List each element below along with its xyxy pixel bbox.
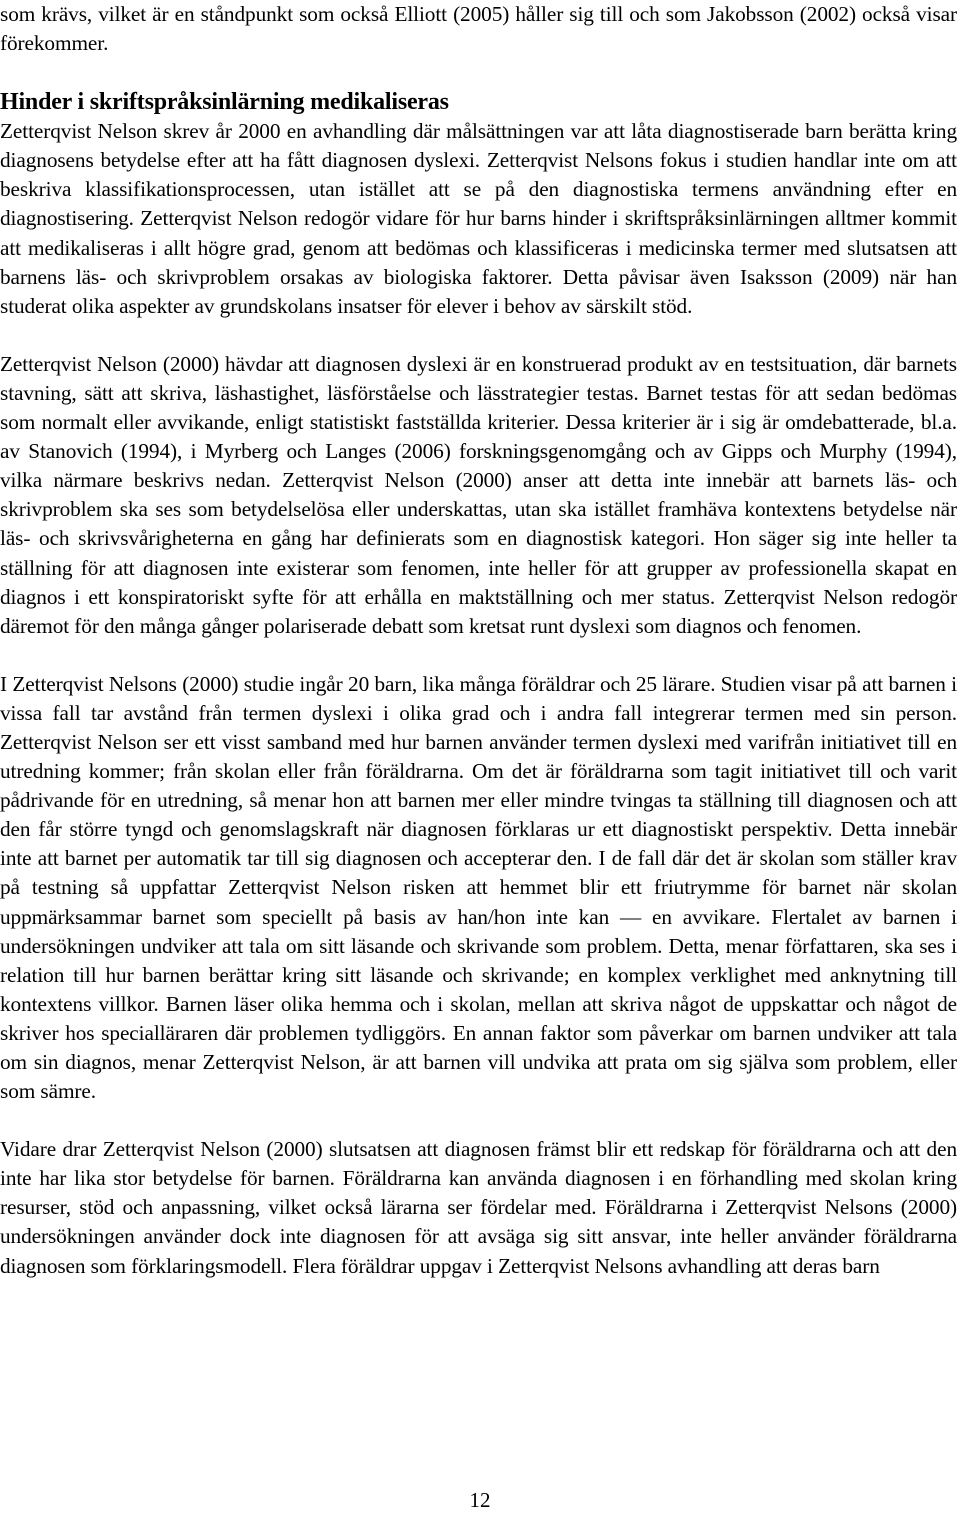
paragraph-3: I Zetterqvist Nelsons (2000) studie ingår 20 barn, lika många föräldrar och 25 lärare. Studien visar på att barnen i vissa fall tar avstånd från termen dyslexi i olika grad och i andra fall integrerar termen med sin person. Zetterqvist Nelson ser ett visst samband med hur barnen använder termen dyslexi med varifrån initiativet till en utredning kommer; från skolan eller från föräldrarna. Om det är föräldrarna som tagit initiativet till och varit pådrivande för en utredning, så menar hon att barnen mer eller mindre tvingas ta ställning till diagnosen och att den får större tyngd och genomslagskraft när diagnosen förklaras ur ett diagnostiskt perspektiv. Detta innebär inte att barnet per automatik tar till sig diagnosen och accepterar den. I de fall där det är skolan som ställer krav på testning så uppfattar Zetterqvist Nelson risken att hemmet blir ett friutrymme för barnet när skolan uppmärksammar barnet som speciellt på basis av han/hon inte kan — en avvikare. Flertalet av barnen i undersökningen undviker att tala om sitt läsande och skrivande som problem. Detta, menar författaren, ska ses i relation till hur barnen berättar kring sitt läsande och skrivande; en komplex verklighet med anknytning till kontextens villkor. Barnen läser olika hemma och i skolan, mellan att skriva något de uppskattar och något de skriver hos specialläraren där problemen tydliggörs. En annan faktor som påverkar om barnen undviker att tala om sin diagnos, menar Zetterqvist Nelson, är att barnen vill undvika att prata om sig själva som problem, eller som sämre. bbox=[0, 671, 957, 1104]
paragraph-2: Zetterqvist Nelson (2000) hävdar att diagnosen dyslexi är en konstruerad produkt av en testsituation, där barnets stavning, sätt att skriva, läshastighet, läsförståelse och lässtrategier testas. Barnet testas för att sedan bedömas som normalt eller avvikande, enligt statistiskt fastställda kriterier. Dessa kriterier är i sig är omdebatterade, bl.a. av Stanovich (1994), i Myrberg och Langes (2006) forskningsgenomgång och av Gipps och Murphy (1994), vilka närmare beskrivs nedan. Zetterqvist Nelson (2000) anser att detta inte innebär att barnets läs- och skrivproblem ska ses som betydelselösa eller underskattas, utan ska istället framhäva kontextens betydelse när läs- och skrivsvårigheterna en gång har definierats som en diagnostisk kategori. Hon säger sig inte heller ta ställning för att diagnosen inte existerar som fenomen, inte heller för att grupper av professionella skapat en diagnos i ett konspiratoriskt syfte för att erhålla en maktställning och mer status. Zetterqvist Nelson redogör däremot för den många gånger polariserade debatt som kretsat runt dyslexi som diagnos och fenomen. bbox=[0, 351, 957, 638]
section-heading: Hinder i skriftspråksinlärning medikaliseras bbox=[0, 89, 449, 116]
paragraph-4: Vidare drar Zetterqvist Nelson (2000) slutsatsen att diagnosen främst blir ett redskap för föräldrarna och att den inte har lika stor betydelse för barnen. Föräldrarna kan använda diagnosen i en förhandling med skolan kring resurser, stöd och anpassning, vilket också lärarna ser fördelar med. Föräldrarna i Zetterqvist Nelsons (2000) undersökningen använder dock inte diagnosen för att avsäga sig sitt ansvar, inte heller använder föräldrarna diagnosen som förklaringsmodell. Flera föräldrar uppgav i Zetterqvist Nelsons avhandling att deras barn bbox=[0, 1137, 957, 1278]
paragraph-1: Zetterqvist Nelson skrev år 2000 en avhandling där målsättningen var att låta diagnostiserade barn berätta kring diagnosens betydelse efter att ha fått diagnosen dyslexi. Zetterqvist Nelsons fokus i studien handlar inte om att beskriva klassifikationsprocessen, utan istället att se på den diagnostiska termens användning efter en diagnostisering. Zetterqvist Nelson redogör vidare för hur barns hinder i skriftspråksinlärningen alltmer kommit att medikaliseras i allt högre grad, genom att bedömas och klassificeras i medicinska termer med slutsatsen att barnens läs- och skrivproblem orsakas av biologiska faktorer. Detta påvisar även Isaksson (2009) när han studerat olika aspekter av grundskolans insatser för elever i behov av särskilt stöd. bbox=[0, 119, 957, 318]
paragraph-continuation: som krävs, vilket är en ståndpunkt som också Elliott (2005) håller sig till och som Jakobsson (2002) också visar förekommer. bbox=[0, 2, 957, 56]
page-number: 12 bbox=[469, 1488, 491, 1512]
